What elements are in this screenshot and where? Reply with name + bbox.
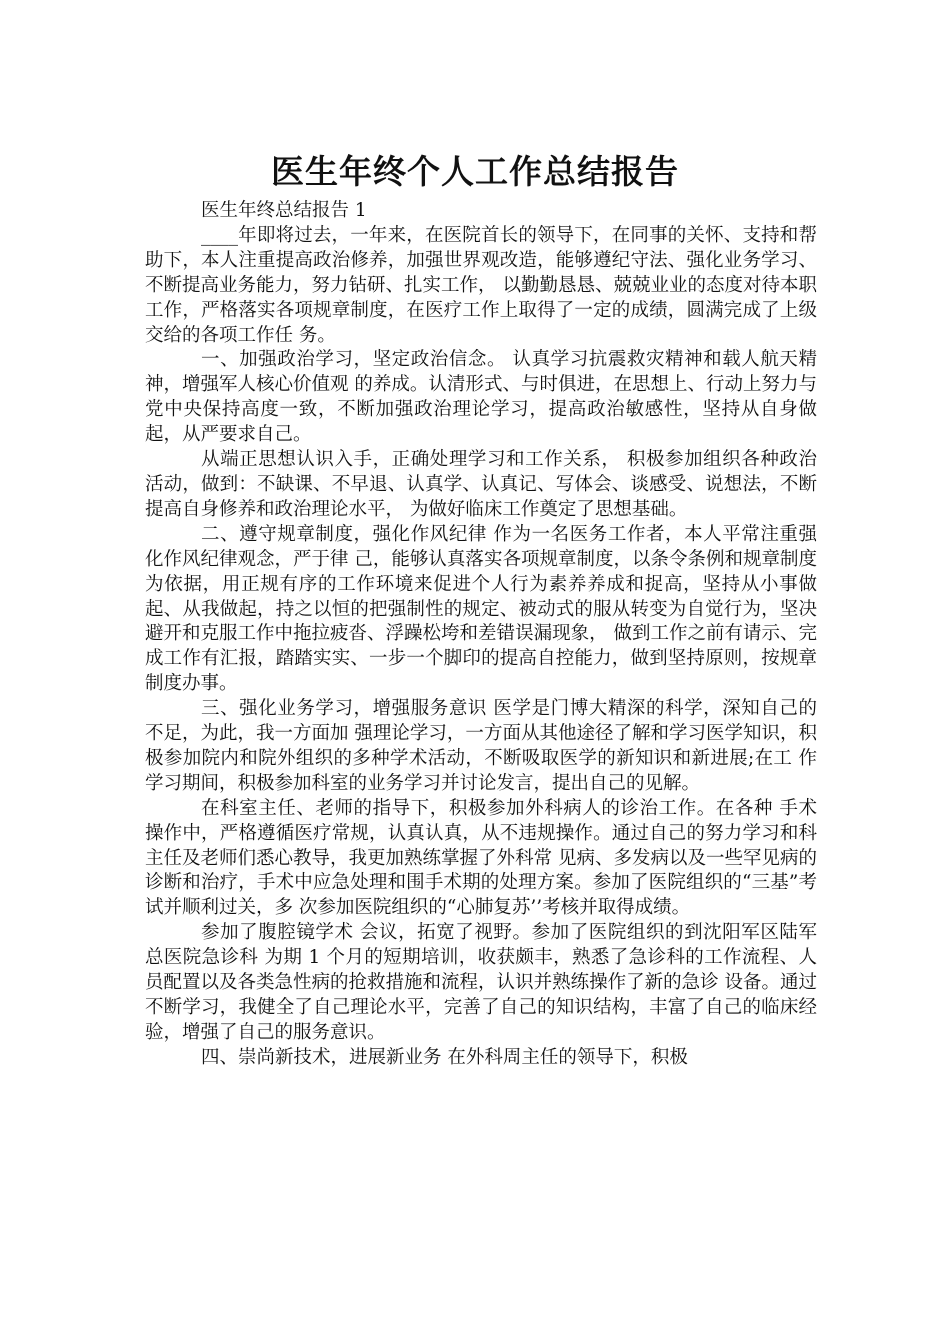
paragraph-section-3: 三、强化业务学习，增强服务意识 医学是门博大精深的科学，深知自己的不足，为此，我一方面加 强理论学习，一方面从其他途径了解和学习医学知识，积极参加院内和院外组织的多种学术活动，不断吸取医学的新知识和新进展;在工 作学习期间，积极参加科室的业务学习并讨论发言，提出自己的见解。	[145, 698, 817, 794]
paragraph-section-1: 一、加强政治学习，坚定政治信念。 认真学习抗震救灾精神和载人航天精神，增强军人核心价值观 的养成。认清形式、与时俱进，在思想上、行动上努力与党中央保持高度一致，不断加强政治理论学习，提高政治敏感性，坚持从自身做起，从严要求自己。	[145, 349, 817, 446]
report-subtitle: 医生年终总结报告 1	[201, 200, 367, 221]
page-title: 医生年终个人工作总结报告	[271, 152, 679, 192]
paragraph-section-3-cont: 在科室主任、老师的指导下，积极参加外科病人的诊治工作。在各种 手术操作中，严格遵循医疗常规，认真认真，从不违规操作。通过自己的努力学习和科主任及老师们悉心教导，我更加熟练掌握了外科常 见病、多发病以及一些罕见病的诊断和治疗，手术中应急处理和围手术期的处理方案。参加了医院组织的“三基”考试并顺利过关，多 次参加医院组织的“心肺复苏’’考核并取得成绩。	[145, 797, 817, 919]
document-body	[145, 199, 817, 1071]
paragraph-section-3-training: 参加了腹腔镜学术 会议，拓宽了视野。参加了医院组织的到沈阳军区陆军总医院急诊科 为期 1 个月的短期培训，收获颇丰，熟悉了急诊科的工作流程、人员配置以及各类急性病的抢救措施和流程，认识并熟练操作了新的急诊 设备。通过不断学习，我健全了自己理论水平，完善了自己的知识结构，丰富了自己的临床经验，增强了自己的服务意识。	[145, 922, 817, 1043]
paragraph-section-4: 四、崇尚新技术，进展新业务 在外科周主任的领导下，积极	[201, 1046, 688, 1068]
paragraph-section-2: 二、遵守规章制度，强化作风纪律 作为一名医务工作者，本人平常注重强化作风纪律观念，严于律 己，能够认真落实各项规章制度，以条令条例和规章制度为依据，用正规有序的工作环境来促进个人行为素养养成和捉高，坚持从小事做 起、从我做起，持之以恒的把强制性的规定、被动式的服从转变为自觉行为，坚决避开和克服工作中拖拉疲沓、浮躁松垮和差错误漏现象， 做到工作之前有请示、完成工作有汇报，踏踏实实、一步一个脚印的提高自控能力，做到坚持原则，按规章制度办事。	[145, 523, 817, 695]
paragraph-intro: ____年即将过去，一年来，在医院首长的领导下，在同事的关怀、支持和帮助下，本人注重提高政治修养，加强世界观改造，能够遵纪守法、强化业务学习、不断提高业务能力，努力钻研、扎实工作， 以勤勤恳恳、兢兢业业的态度对待本职工作，严格落实各项规章制度，在医疗工作上取得了一定的成绩，圆满完成了上级交给的各项工作任 务。	[145, 224, 817, 346]
paragraph-section-1-cont: 从端正思想认识入手，正确处理学习和工作关系， 积极参加组织各种政治活动，做到：不缺课、不早退、认真学、认真记、写体会、谈感受、说想法，不断提高自身修养和政治理论水平， 为做好临床工作奠定了思想基础。	[145, 449, 817, 520]
